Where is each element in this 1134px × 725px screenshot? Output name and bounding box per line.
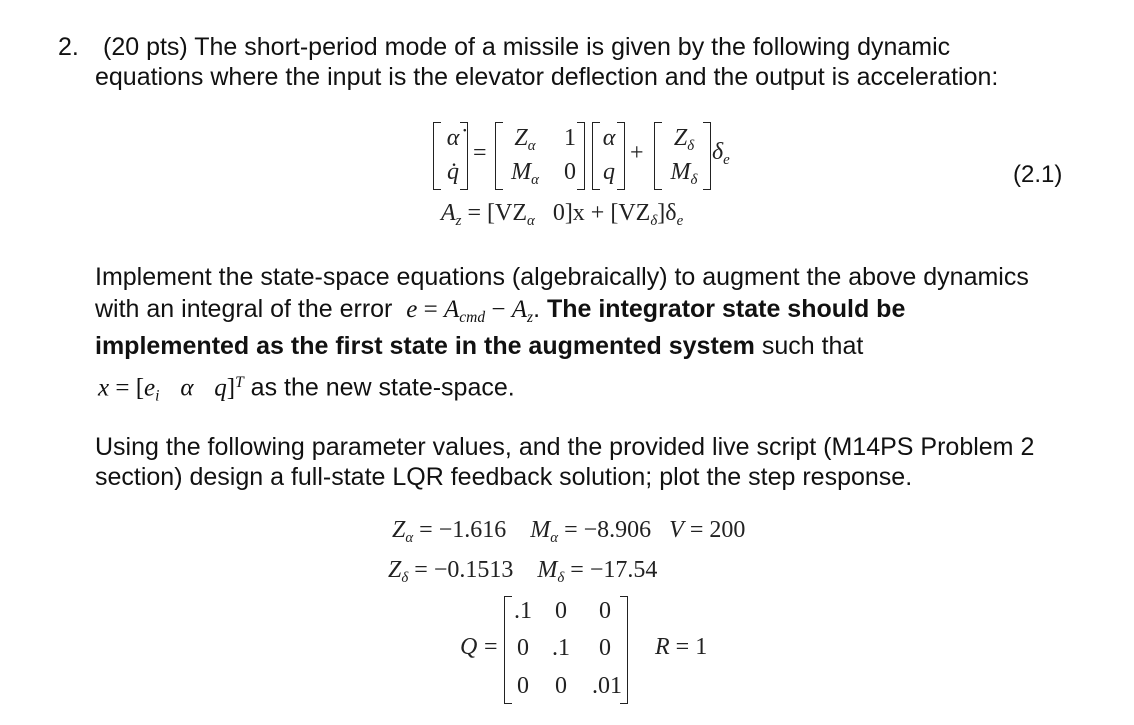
q-matrix-cell: 0	[599, 598, 611, 624]
output-equation: $A_z = [VZ_\alpha$ $0]x + [VZ_\delta]\delta_e$	[441, 200, 684, 229]
param-row-2: $Z_\delta = -0.1513$ $M_\delta = -17.54$	[388, 557, 658, 586]
q-dot: q̇	[447, 159, 459, 185]
a-matrix-cell: 1	[564, 125, 576, 151]
intro-line-1: (20 pts) The short-period mode of a missile is given by the following dynamic	[103, 33, 951, 61]
q-matrix-cell: 0	[599, 635, 611, 661]
intro-line-2: equations where the input is the elevator deflection and the output is acceleration:	[95, 63, 999, 91]
equation-label: (2.1)	[1013, 161, 1063, 188]
para2-line-1: Using the following parameter values, and the provided live script (M14PS Problem 2	[95, 433, 1035, 461]
bracket-right	[577, 122, 585, 190]
a-matrix-cell: $Z_\alpha$	[514, 125, 536, 154]
plus-sign: +	[630, 140, 644, 166]
q-matrix-cell: .1	[552, 635, 570, 661]
q-matrix-cell: 0	[517, 635, 529, 661]
problem-number: 2.	[58, 33, 79, 61]
q-label: Q	[460, 634, 478, 660]
bracket-right	[617, 122, 625, 190]
q-matrix-cell: .01	[592, 673, 622, 699]
a-matrix-cell: $M_\alpha$	[511, 159, 539, 188]
x-vector-cell: α	[602, 125, 616, 151]
para1-line-1: Implement the state-space equations (algebraically) to augment the above dynamics	[95, 263, 1029, 291]
para1-line-4: $x = [e_i$ α q]$^T$ as the new state-space.	[98, 373, 515, 405]
x-vector-cell: q	[603, 159, 615, 185]
bracket-right	[703, 122, 711, 190]
a-matrix-cell: 0	[564, 159, 576, 185]
bracket-left	[495, 122, 503, 190]
bracket-right	[460, 122, 468, 190]
input-delta-e: $\delta_e$	[712, 139, 730, 168]
b-vector-cell: $Z_\delta$	[673, 125, 695, 154]
q-matrix-cell: 0	[517, 673, 529, 699]
param-row-1: $Z_\alpha = -1.616$ $M_\alpha = -8.906$ V = 200	[392, 517, 746, 546]
q-equals: =	[484, 634, 498, 660]
bracket-right	[620, 596, 628, 704]
para1-line-3: implemented as the first state in the augmented system such that	[95, 332, 864, 360]
alpha-dot: α̇	[446, 125, 460, 151]
para2-line-2: section) design a full-state LQR feedback solution; plot the step response.	[95, 463, 913, 491]
q-matrix-cell: 0	[555, 598, 567, 624]
para1-line-2: with an integral of the error $e = A_{cmd} - A_z$. The integrator state should be	[95, 295, 906, 326]
r-value: R = 1	[655, 634, 708, 660]
bracket-left	[654, 122, 662, 190]
b-vector-cell: $M_\delta$	[670, 159, 698, 188]
q-matrix-cell: 0	[555, 673, 567, 699]
equals-sign: =	[473, 140, 487, 166]
q-matrix-cell: .1	[514, 598, 532, 624]
